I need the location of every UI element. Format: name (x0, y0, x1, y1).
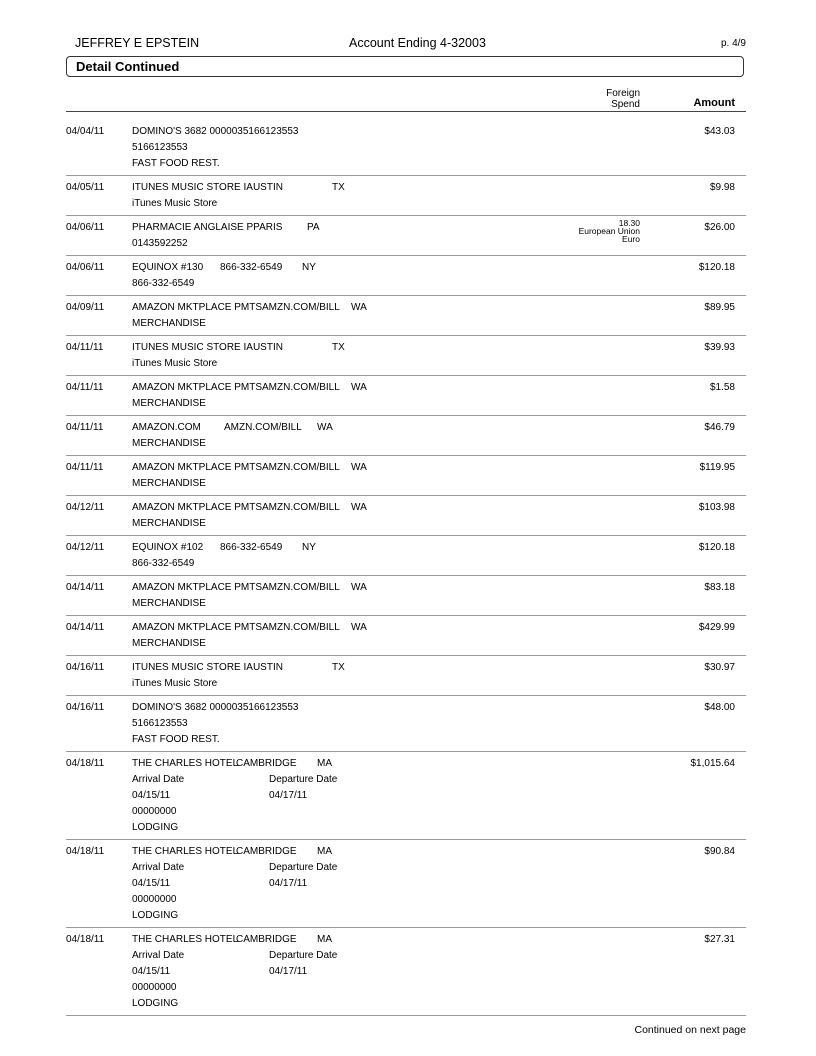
transaction-row (66, 120, 746, 176)
transaction-date: 04/09/11 (66, 302, 105, 313)
transaction-date: 04/18/11 (66, 846, 105, 857)
transaction-date: 04/14/11 (66, 582, 105, 593)
description-line (132, 804, 746, 820)
description-line (132, 260, 746, 276)
description-text: DOMINO'S 3682 0000035166123553 (132, 702, 299, 713)
page-number: p. 4/9 (720, 38, 746, 49)
description-line (132, 396, 746, 412)
description-line (132, 676, 746, 692)
description-text: 0143592252 (132, 238, 188, 249)
description-text: DOMINO'S 3682 0000035166123553 (132, 126, 299, 137)
description-text: 00000000 (132, 894, 177, 905)
description-line (132, 636, 746, 652)
description-text: MERCHANDISE (132, 478, 206, 489)
description-text: 00000000 (132, 982, 177, 993)
merchant-state: WA (351, 582, 367, 593)
description-line (132, 316, 746, 332)
merchant-state: WA (351, 302, 367, 313)
transaction-amount: $26.00 (704, 222, 735, 233)
merchant-state: MA (317, 934, 332, 945)
transaction-description (132, 460, 746, 492)
description-line (132, 356, 746, 372)
transaction-row (66, 296, 746, 336)
departure-detail: Departure Date (269, 862, 338, 873)
description-line (132, 156, 746, 172)
transaction-description (132, 700, 746, 748)
transaction-date: 04/18/11 (66, 758, 105, 769)
transaction-amount: $1,015.64 (690, 758, 735, 769)
foreign-spend-header (606, 88, 640, 110)
transaction-row (66, 840, 746, 928)
foreign-spend-line: 18.30 (618, 218, 640, 228)
transaction-amount: $9.98 (709, 182, 735, 193)
departure-detail: Departure Date (269, 774, 338, 785)
description-line (132, 756, 746, 772)
description-line (132, 980, 746, 996)
description-text: EQUINOX #130 (132, 262, 204, 273)
departure-detail: 04/17/11 (269, 790, 308, 801)
transaction-row (66, 928, 746, 1016)
transaction-row (66, 496, 746, 536)
description-line (132, 380, 746, 396)
merchant-state: WA (351, 462, 367, 473)
transaction-row (66, 256, 746, 296)
transaction-amount: $46.79 (704, 422, 735, 433)
description-line (132, 556, 746, 572)
transaction-date: 04/11/11 (66, 462, 104, 473)
transaction-date: 04/05/11 (66, 182, 105, 193)
transaction-row (66, 336, 746, 376)
merchant-state: NY (302, 542, 316, 553)
description-line (132, 140, 746, 156)
merchant-state: TX (332, 342, 345, 353)
transaction-description (132, 380, 746, 412)
description-text: MERCHANDISE (132, 318, 206, 329)
description-line (132, 908, 746, 924)
departure-detail: 04/17/11 (269, 878, 308, 889)
merchant-detail: 866-332-6549 (220, 542, 283, 553)
description-text: Arrival Date (132, 774, 185, 785)
description-text: ITUNES MUSIC STORE IAUSTIN (132, 342, 283, 353)
description-line (132, 420, 746, 436)
transaction-row (66, 576, 746, 616)
description-line (132, 660, 746, 676)
description-text: AMAZON MKTPLACE PMTSAMZN.COM/BILL (132, 462, 340, 473)
transaction-description (132, 260, 746, 292)
transaction-date: 04/11/11 (66, 422, 104, 433)
description-line (132, 596, 746, 612)
transaction-description (132, 180, 746, 212)
description-line (132, 716, 746, 732)
transaction-description (132, 540, 746, 572)
description-text: THE CHARLES HOTEL (132, 846, 239, 857)
transaction-description (132, 844, 746, 924)
description-line (132, 772, 746, 788)
transaction-row (66, 536, 746, 576)
amount-header: Amount (693, 97, 735, 109)
transaction-date: 04/04/11 (66, 126, 105, 137)
description-text: 00000000 (132, 806, 177, 817)
description-text: 04/15/11 (132, 878, 171, 889)
description-line (132, 844, 746, 860)
transaction-amount: $39.93 (704, 342, 735, 353)
transaction-description (132, 756, 746, 836)
transaction-date: 04/18/11 (66, 934, 105, 945)
description-text: Arrival Date (132, 950, 185, 961)
description-text: iTunes Music Store (132, 198, 218, 209)
transaction-description (132, 580, 746, 612)
description-text: 5166123553 (132, 718, 188, 729)
transaction-row (66, 376, 746, 416)
description-line (132, 788, 746, 804)
transaction-date: 04/11/11 (66, 342, 104, 353)
merchant-detail: CAMBRIDGE (236, 846, 297, 857)
description-text: THE CHARLES HOTEL (132, 934, 239, 945)
description-line (132, 540, 746, 556)
transaction-amount: $89.95 (704, 302, 735, 313)
transaction-description (132, 660, 746, 692)
description-text: LODGING (132, 910, 179, 921)
description-line (132, 236, 746, 252)
merchant-state: WA (317, 422, 333, 433)
description-line (132, 300, 746, 316)
transaction-description (132, 420, 746, 452)
transaction-row (66, 616, 746, 656)
description-text: AMAZON MKTPLACE PMTSAMZN.COM/BILL (132, 382, 340, 393)
transaction-amount: $429.99 (698, 622, 735, 633)
transaction-amount: $90.84 (704, 846, 735, 857)
foreign-spend-line: European Union (578, 226, 640, 236)
transaction-description (132, 124, 746, 172)
merchant-state: TX (332, 662, 345, 673)
continued-note: Continued on next page (634, 1024, 746, 1036)
merchant-state: MA (317, 846, 332, 857)
description-text: PHARMACIE ANGLAISE PPARIS (132, 222, 283, 233)
transaction-description (132, 340, 746, 372)
description-text: MERCHANDISE (132, 638, 206, 649)
merchant-state: NY (302, 262, 316, 273)
description-line (132, 500, 746, 516)
transaction-description (132, 220, 746, 252)
column-header (66, 86, 746, 112)
description-text: iTunes Music Store (132, 678, 218, 689)
merchant-state: MA (317, 758, 332, 769)
merchant-state: WA (351, 382, 367, 393)
transaction-amount: $83.18 (704, 582, 735, 593)
description-text: AMAZON MKTPLACE PMTSAMZN.COM/BILL (132, 622, 340, 633)
description-text: MERCHANDISE (132, 598, 206, 609)
description-line (132, 436, 746, 452)
description-text: THE CHARLES HOTEL (132, 758, 239, 769)
description-line (132, 124, 746, 140)
transaction-description (132, 932, 746, 1012)
merchant-detail: CAMBRIDGE (236, 758, 297, 769)
foreign-spend-line: Euro (622, 234, 640, 244)
description-line (132, 732, 746, 748)
transaction-description (132, 500, 746, 532)
transaction-row (66, 176, 746, 216)
description-line (132, 476, 746, 492)
transaction-date: 04/06/11 (66, 222, 105, 233)
transaction-amount: $27.31 (704, 934, 735, 945)
merchant-state: WA (351, 502, 367, 513)
transaction-date: 04/14/11 (66, 622, 105, 633)
description-line (132, 196, 746, 212)
description-text: AMAZON MKTPLACE PMTSAMZN.COM/BILL (132, 502, 340, 513)
transaction-amount: $103.98 (698, 502, 735, 513)
description-line (132, 820, 746, 836)
transaction-date: 04/11/11 (66, 382, 104, 393)
description-line (132, 340, 746, 356)
transaction-row (66, 752, 746, 840)
description-text: 866-332-6549 (132, 558, 195, 569)
description-text: MERCHANDISE (132, 398, 206, 409)
departure-detail: Departure Date (269, 950, 338, 961)
description-line (132, 460, 746, 476)
merchant-detail: 866-332-6549 (220, 262, 283, 273)
transaction-row (66, 696, 746, 752)
description-text: iTunes Music Store (132, 358, 218, 369)
description-text: LODGING (132, 822, 179, 833)
description-text: Arrival Date (132, 862, 185, 873)
description-text: FAST FOOD REST. (132, 158, 220, 169)
description-text: 866-332-6549 (132, 278, 195, 289)
transaction-row (66, 416, 746, 456)
transaction-amount: $119.95 (699, 462, 735, 473)
description-text: EQUINOX #102 (132, 542, 204, 553)
statement-header (75, 36, 746, 54)
transaction-list (66, 120, 746, 1016)
merchant-state: WA (351, 622, 367, 633)
transaction-date: 04/16/11 (66, 702, 105, 713)
merchant-detail: AMZN.COM/BILL (224, 422, 302, 433)
merchant-state: TX (332, 182, 345, 193)
merchant-state: PA (307, 222, 320, 233)
transaction-description (132, 620, 746, 652)
description-line (132, 964, 746, 980)
description-line (132, 932, 746, 948)
transaction-amount: $120.18 (698, 542, 735, 553)
description-text: 04/15/11 (132, 790, 171, 801)
description-line (132, 948, 746, 964)
transaction-amount: $1.58 (709, 382, 735, 393)
description-text: ITUNES MUSIC STORE IAUSTIN (132, 662, 283, 673)
description-text: MERCHANDISE (132, 438, 206, 449)
description-text: AMAZON.COM (132, 422, 201, 433)
description-line (132, 580, 746, 596)
account-number: Account Ending 4-32003 (349, 36, 486, 50)
description-line (132, 620, 746, 636)
description-line (132, 996, 746, 1012)
description-line (132, 876, 746, 892)
transaction-date: 04/12/11 (66, 502, 105, 513)
description-text: LODGING (132, 998, 179, 1009)
transaction-date: 04/16/11 (66, 662, 105, 673)
description-text: 04/15/11 (132, 966, 171, 977)
transaction-date: 04/06/11 (66, 262, 105, 273)
description-line (132, 700, 746, 716)
description-text: AMAZON MKTPLACE PMTSAMZN.COM/BILL (132, 302, 340, 313)
transaction-amount: $30.97 (704, 662, 735, 673)
description-text: MERCHANDISE (132, 518, 206, 529)
cardholder-name: JEFFREY E EPSTEIN (75, 36, 200, 50)
description-line (132, 516, 746, 532)
description-text: ITUNES MUSIC STORE IAUSTIN (132, 182, 283, 193)
description-text: AMAZON MKTPLACE PMTSAMZN.COM/BILL (132, 582, 340, 593)
transaction-amount: $48.00 (704, 702, 735, 713)
section-title: Detail Continued (66, 56, 744, 77)
description-text: 5166123553 (132, 142, 188, 153)
description-line (132, 276, 746, 292)
transaction-row (66, 216, 746, 256)
foreign-header-line1: Foreign (606, 88, 640, 99)
description-line (132, 892, 746, 908)
foreign-header-line2: Spend (611, 99, 640, 110)
transaction-date: 04/12/11 (66, 542, 105, 553)
departure-detail: 04/17/11 (269, 966, 308, 977)
merchant-detail: CAMBRIDGE (236, 934, 297, 945)
description-line (132, 860, 746, 876)
transaction-row (66, 656, 746, 696)
transaction-amount: $43.03 (704, 126, 735, 137)
transaction-row (66, 456, 746, 496)
description-text: FAST FOOD REST. (132, 734, 220, 745)
description-line (132, 180, 746, 196)
description-line (132, 220, 746, 236)
transaction-description (132, 300, 746, 332)
transaction-amount: $120.18 (698, 262, 735, 273)
